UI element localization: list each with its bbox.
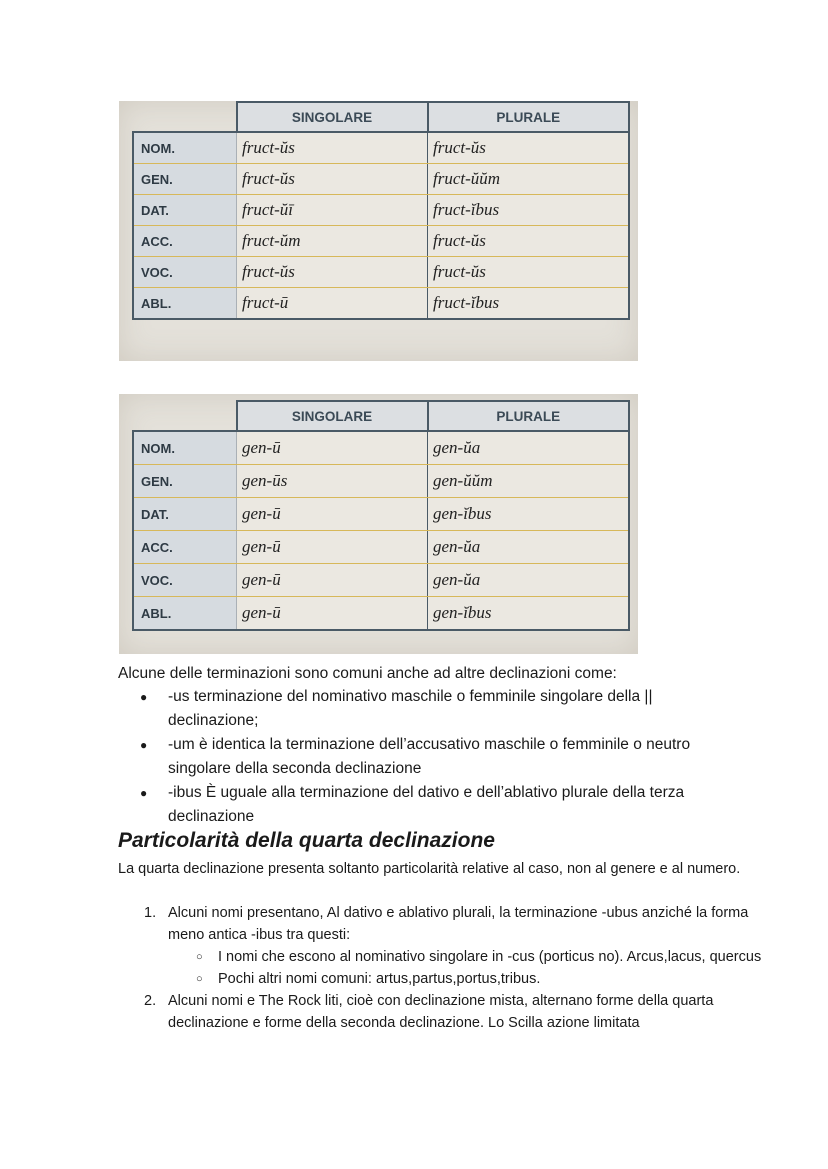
case-label: ABL. xyxy=(133,288,237,320)
endings-bullet-list xyxy=(140,685,740,829)
table-row xyxy=(133,288,629,320)
plural-form: gen-ŭa xyxy=(428,431,630,465)
singular-form: fruct-ŭs xyxy=(237,164,428,195)
plural-form: gen-ŭŭm xyxy=(428,465,630,498)
sub-list-item: ○ Pochi altri nomi comuni: artus,partus,portus,tribus. xyxy=(168,968,778,990)
plural-form: gen-ĭbus xyxy=(428,597,630,631)
declension-table-photo-fructus xyxy=(119,101,638,361)
header-plural: PLURALE xyxy=(428,401,630,431)
table-row xyxy=(133,498,629,531)
singular-form: gen-ūs xyxy=(237,465,428,498)
case-label: VOC. xyxy=(133,564,237,597)
declension-table-genu xyxy=(132,400,630,631)
header-plural: PLURALE xyxy=(428,102,630,132)
singular-form: gen-ū xyxy=(237,498,428,531)
case-label: ACC. xyxy=(133,226,237,257)
case-label: GEN. xyxy=(133,164,237,195)
list-number: 2. xyxy=(144,993,157,1009)
singular-form: fruct-ŭs xyxy=(237,132,428,164)
list-number: 1. xyxy=(144,905,157,921)
plural-form: gen-ĭbus xyxy=(428,498,630,531)
case-label: NOM. xyxy=(133,132,237,164)
section-paragraph: La quarta declinazione presenta soltanto particolarità relative al caso, non al genere e al numero. xyxy=(118,861,741,877)
case-label: ACC. xyxy=(133,531,237,564)
header-singular: SINGOLARE xyxy=(237,102,428,132)
table-row xyxy=(133,132,629,164)
singular-form: gen-ū xyxy=(237,597,428,631)
table-row xyxy=(133,431,629,465)
plural-form: fruct-ŭs xyxy=(428,226,630,257)
table-row xyxy=(133,465,629,498)
plural-form: fruct-ĭbus xyxy=(428,288,630,320)
sub-list xyxy=(168,946,778,990)
table-row xyxy=(133,257,629,288)
table-row xyxy=(133,531,629,564)
section-heading: Particolarità della quarta declinazione xyxy=(118,829,495,852)
plural-form: gen-ŭa xyxy=(428,564,630,597)
plural-form: fruct-ŭs xyxy=(428,257,630,288)
list-item: ● -ibus È uguale alla terminazione del dativo e dell’ablativo plurale della terza declinazione xyxy=(140,781,740,829)
case-label: DAT. xyxy=(133,498,237,531)
case-label: ABL. xyxy=(133,597,237,631)
plural-form: fruct-ĭbus xyxy=(428,195,630,226)
singular-form: gen-ū xyxy=(237,431,428,465)
list-item: ● -us terminazione del nominativo maschile o femminile singolare della || declinazione; xyxy=(140,685,740,733)
singular-form: gen-ū xyxy=(237,531,428,564)
case-label: VOC. xyxy=(133,257,237,288)
plural-form: fruct-ŭs xyxy=(428,132,630,164)
table-row xyxy=(133,164,629,195)
table-row xyxy=(133,226,629,257)
table-row xyxy=(133,195,629,226)
header-singular: SINGOLARE xyxy=(237,401,428,431)
case-label: DAT. xyxy=(133,195,237,226)
singular-form: fruct-ŭm xyxy=(237,226,428,257)
singular-form: fruct-ū xyxy=(237,288,428,320)
plural-form: fruct-ŭŭm xyxy=(428,164,630,195)
plural-form: gen-ŭa xyxy=(428,531,630,564)
singular-form: fruct-ŭs xyxy=(237,257,428,288)
list-item-text: Alcuni nomi e The Rock liti, cioè con declinazione mista, alternano forme della quarta declinazione e forme della seconda declinazione. Lo Scilla azione limitata xyxy=(168,993,714,1031)
list-item xyxy=(118,902,778,990)
singular-form: gen-ū xyxy=(237,564,428,597)
numbered-list xyxy=(118,902,778,1034)
case-label: GEN. xyxy=(133,465,237,498)
table-row xyxy=(133,597,629,631)
declension-table-photo-genu xyxy=(119,394,638,654)
singular-form: fruct-ŭī xyxy=(237,195,428,226)
list-item: ● -um è identica la terminazione dell’accusativo maschile o femminile o neutro singolare della seconda declinazione xyxy=(140,733,740,781)
list-item xyxy=(118,990,778,1034)
sub-list-item: ○ I nomi che escono al nominativo singolare in -cus (porticus no). Arcus,lacus, quercus xyxy=(168,946,778,968)
declension-table-fructus xyxy=(132,101,630,320)
intro-text: Alcune delle terminazioni sono comuni anche ad altre declinazioni come: xyxy=(118,665,617,682)
table-row xyxy=(133,564,629,597)
case-label: NOM. xyxy=(133,431,237,465)
list-item-text: Alcuni nomi presentano, Al dativo e ablativo plurali, la terminazione -ubus anziché la forma meno antica -ibus tra questi: xyxy=(168,905,749,943)
